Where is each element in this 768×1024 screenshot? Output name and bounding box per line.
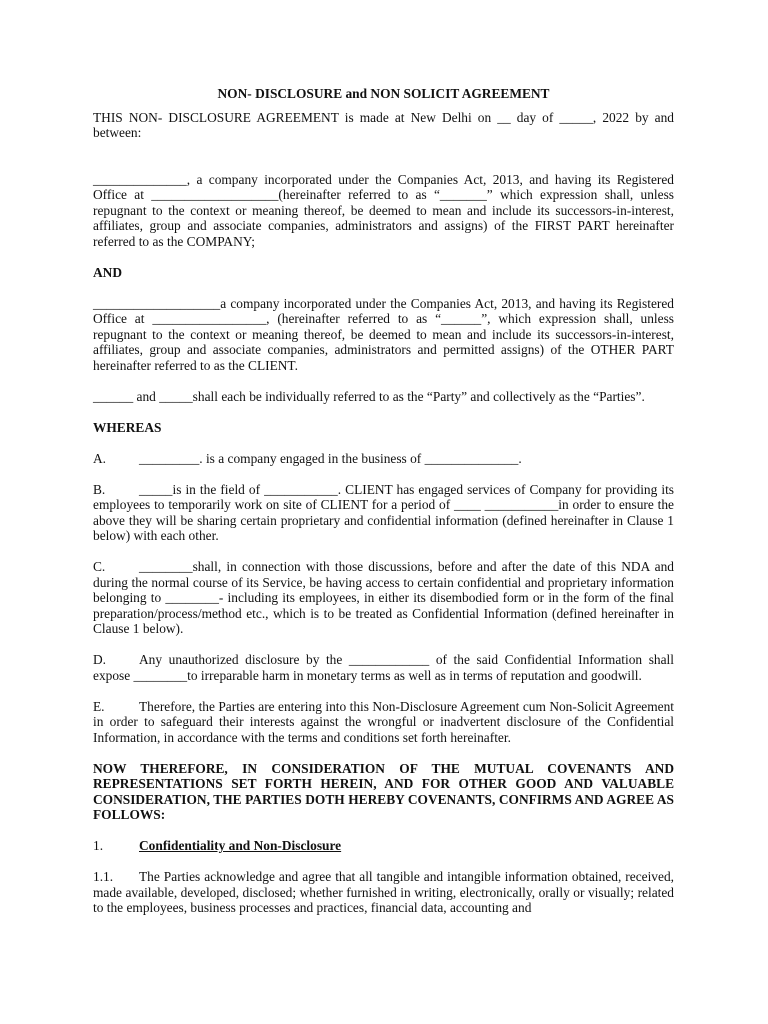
section-number: 1.	[93, 838, 104, 853]
recital-label: C.	[93, 559, 106, 574]
section-title: Confidentiality and Non-Disclosure	[139, 838, 342, 853]
first-party-paragraph: ______________, a company incorporated under the Companies Act, 2013, and having its Registered Office at ___________________(hereinafter referred to as “_______” which expression shall, unless repugnant to the context or meaning thereof, be deemed to mean and include its successors-in-interest, affiliates, group and associate companies, administrators and assigns) of the FIRST PART hereinafter referred to as the COMPANY;	[93, 171, 674, 249]
document-title: NON- DISCLOSURE and NON SOLICIT AGREEMENT	[217, 86, 550, 101]
recital-label: A.	[93, 450, 107, 466]
recital-label: D.	[93, 652, 107, 667]
recital-text: _____is in the field of ___________. CLIENT has engaged services of Company for providing its employees to temporarily work on site of CLIENT for a period of ____ ___________in order to ensure the above they will be sharing certain proprietary and confidential information (defined hereinafter in Clause 1 below) with each other.	[93, 481, 674, 543]
recital-c	[93, 559, 674, 637]
recital-b	[93, 482, 674, 544]
recital-a	[93, 451, 674, 467]
now-therefore-paragraph: NOW THEREFORE, IN CONSIDERATION OF THE MUTUAL COVENANTS AND REPRESENTATIONS SET FORTH HEREIN, AND FOR OTHER GOOD AND VALUABLE CONSIDERATION, THE PARTIES DOTH HEREBY COVENANTS, CONFIRMS AND AGREE AS FOLLOWS:	[93, 760, 674, 822]
and-heading: AND	[93, 264, 123, 280]
recital-label: B.	[93, 481, 106, 497]
recital-d	[93, 652, 674, 683]
recital-e	[93, 699, 674, 746]
intro-paragraph: THIS NON- DISCLOSURE AGREEMENT is made at New Delhi on __ day of _____, 2022 by and between:	[93, 109, 674, 140]
parties-paragraph: ______ and _____shall each be individually referred to as the “Party” and collectively as the “Parties”.	[93, 388, 645, 404]
recital-text: _________. is a company engaged in the business of ______________.	[139, 450, 522, 466]
whereas-heading: WHEREAS	[93, 419, 162, 435]
recital-text: Any unauthorized disclosure by the ____________ of the said Confidential Information shall expose ________to irreparable harm in monetary terms as well as in terms of reputation and goodwill.	[93, 652, 674, 683]
clause-number: 1.1.	[93, 869, 114, 884]
recital-label: E.	[93, 698, 105, 714]
section-1-heading	[93, 838, 674, 854]
clause-text: The Parties acknowledge and agree that all tangible and intangible information obtained, received, made available, developed, disclosed; whether furnished in writing, electronically, orally or visually; related to the employees, business processes and practices, financial data, accounting and	[93, 869, 674, 915]
second-party-paragraph: ___________________a company incorporated under the Companies Act, 2013, and having its Registered Office at _________________, (hereinafter referred to as “______”, which expression shall, unless repugnant to the context or meaning thereof, be deemed to mean and include its successors-in-interest, affiliates, group and associate companies, administrators and permitted assigns) of the OTHER PART hereinafter referred to as the CLIENT.	[93, 295, 674, 373]
clause-1-1	[93, 869, 674, 916]
recital-text: Therefore, the Parties are entering into this Non-Disclosure Agreement cum Non-Solicit Agreement in order to safeguard their interests against the wrongful or inadvertent disclosure of the Confidential Information, in accordance with the terms and conditions set forth hereinafter.	[93, 698, 674, 745]
recital-text: ________shall, in connection with those discussions, before and after the date of this NDA and during the normal course of its Service, be having access to certain confidential and proprietary information belonging to ________- including its employees, in either its disembodied form or in the form of the final preparation/process/method etc., which is to be treated as Confidential Information (defined hereinafter in Clause 1 below).	[93, 559, 674, 636]
